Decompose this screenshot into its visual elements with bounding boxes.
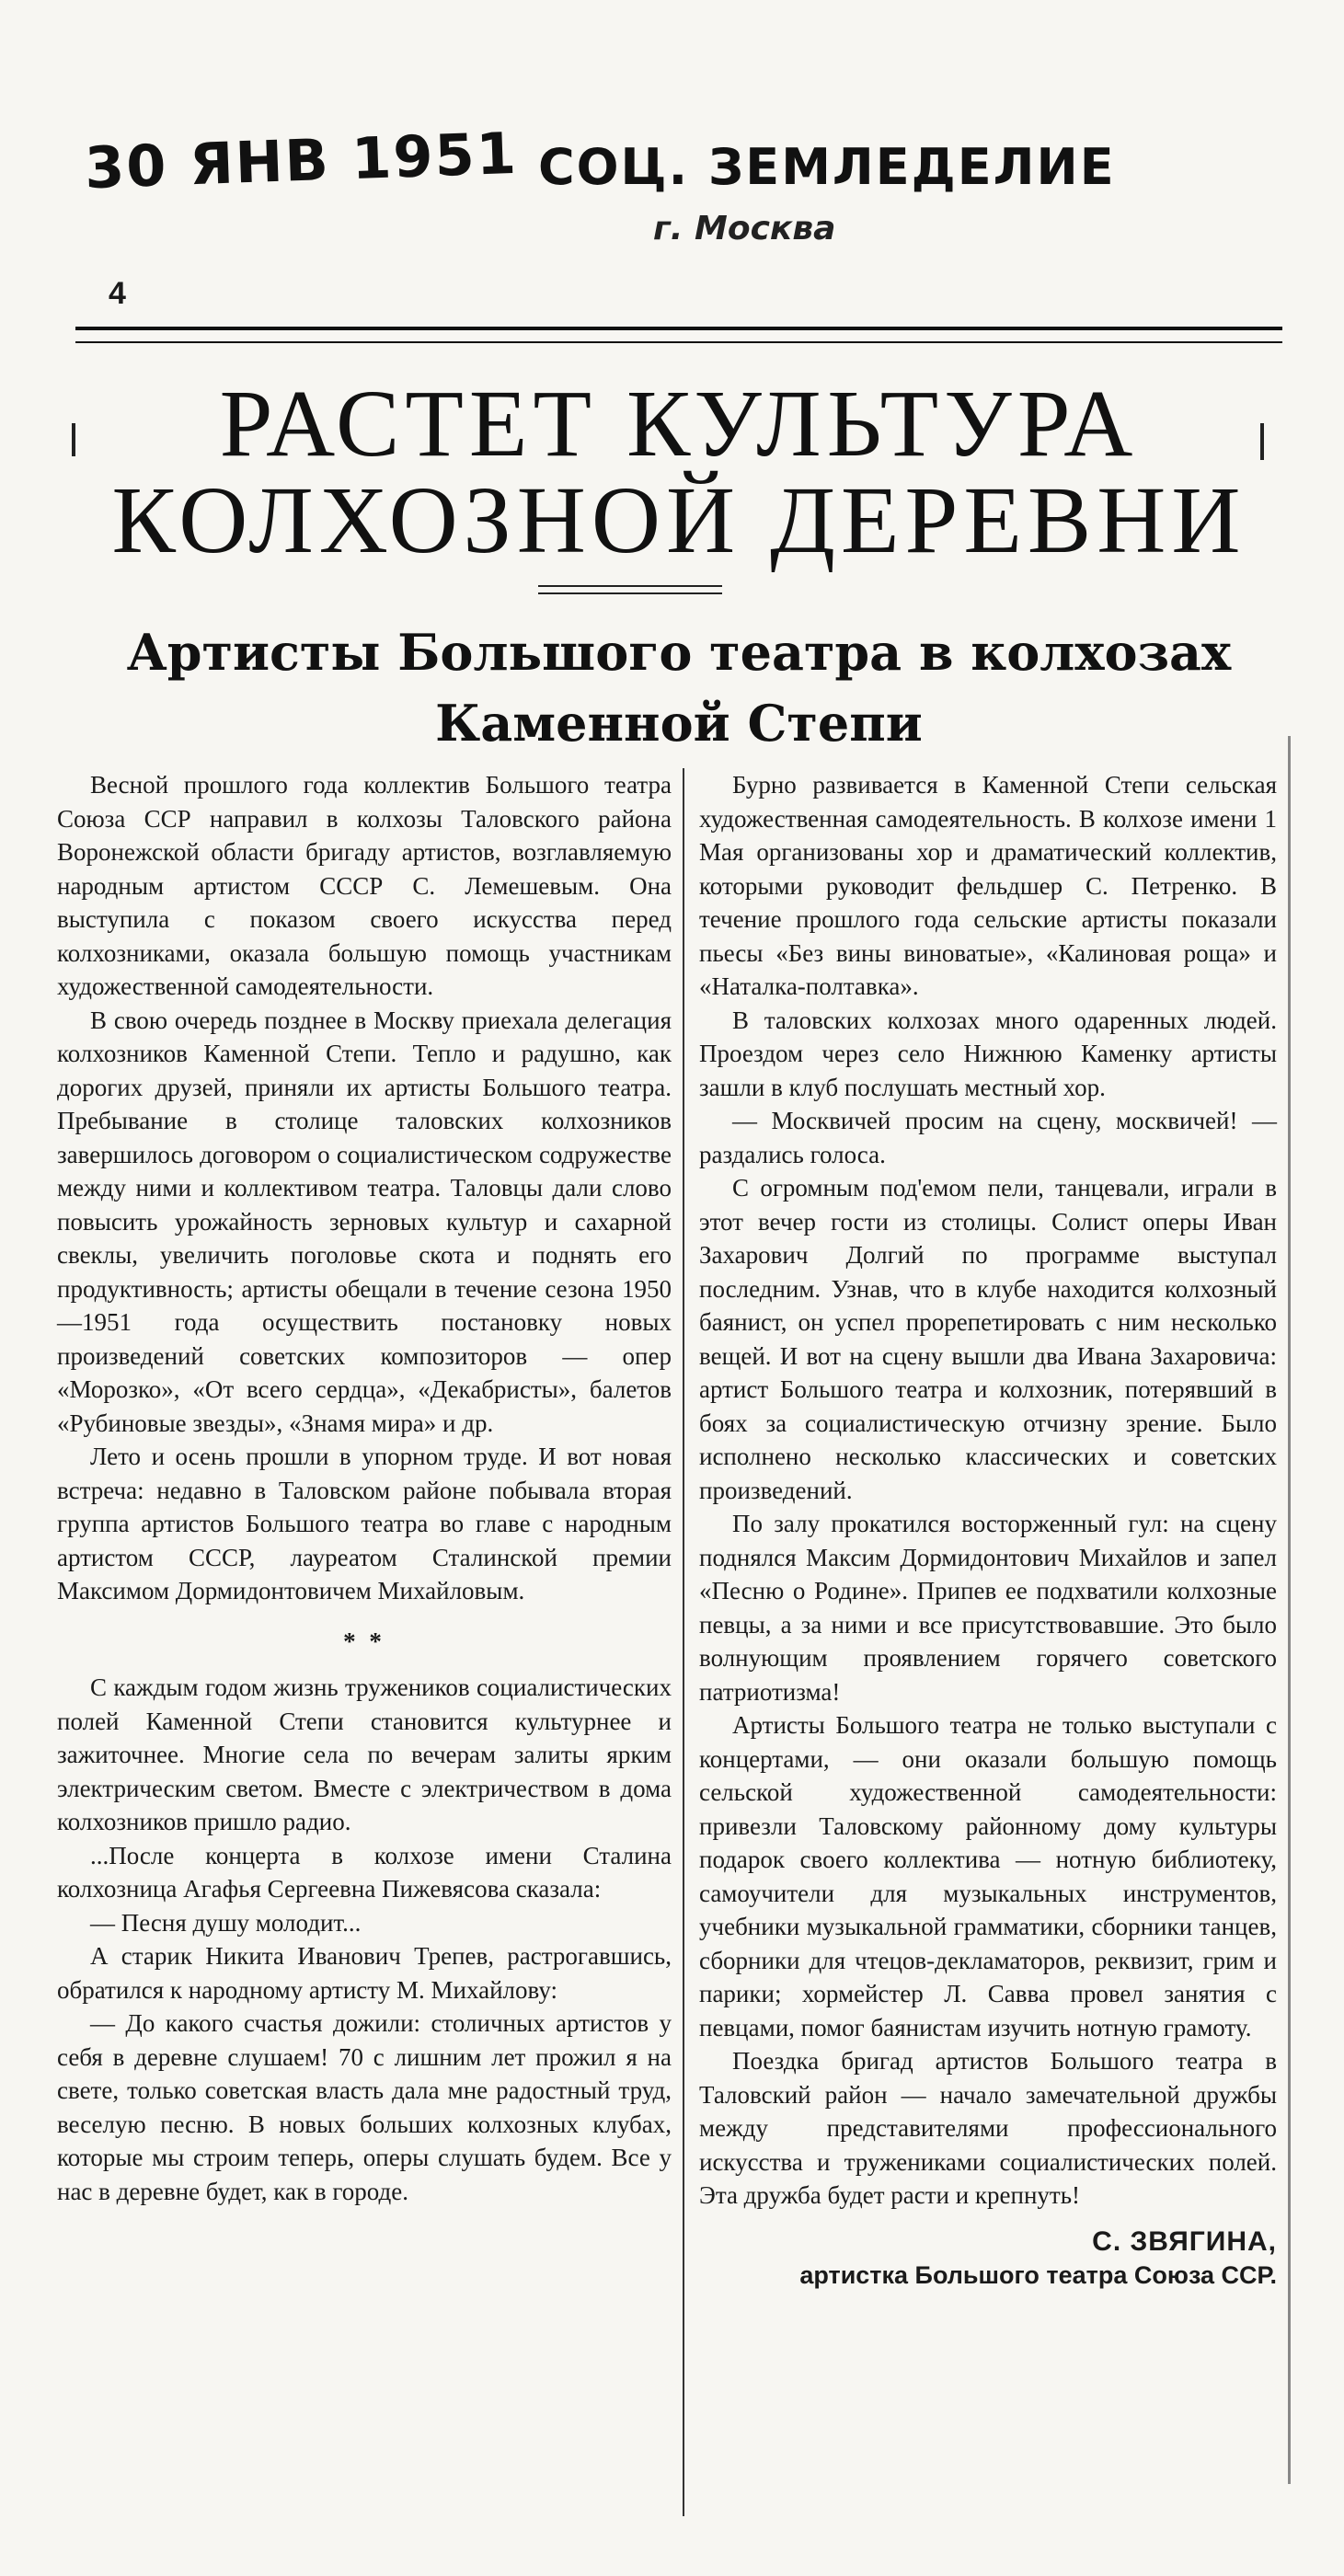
headline-line-2: КОЛХОЗНОЙ ДЕРЕВНИ xyxy=(111,467,1246,573)
headline-rule xyxy=(538,585,722,594)
edge-scan-mark xyxy=(72,423,75,456)
paragraph: По залу прокатился восторженный гул: на сцену поднялся Максим Дормидонтович Михайлов и запел «Песню о Родине». Припев ее подхватили колхозные певцы, а за ними и все присутствовавшие. Это было волнующим проявлением горячего советского патриотизма! xyxy=(699,1510,1277,1706)
paragraph: С каждым годом жизнь тружеников социалистических полей Каменной Степи становится культурнее и зажиточнее. Многие села по вечерам залиты ярким электрическим светом. Вместе с электричеством в дома колхозников пришло радио. xyxy=(57,1673,672,1835)
newspaper-name-stamp: СОЦ. ЗЕМЛЕДЕЛИЕ xyxy=(538,138,1116,196)
top-rule-divider xyxy=(75,327,1282,343)
date-stamp: 30 ЯНВ 1951 xyxy=(83,119,520,202)
paragraph: ...После концерта в колхозе имени Сталина колхозница Агафья Сергеевна Пижевясова сказала: xyxy=(57,1841,672,1903)
paragraph: Весной прошлого года коллектив Большого театра Союза ССР направил в колхозы Таловского района Воронежской области бригаду артистов, возглавляемую народным артистом СССР С. Лемешевым. Она выступила с показом своего искусства перед колхозниками, оказала большую помощь участникам художественной самодеятельности. xyxy=(57,771,672,1000)
headline-line-1: РАСТЕТ КУЛЬТУРА xyxy=(219,371,1139,477)
city-stamp: г. Москва xyxy=(653,210,836,247)
article-right-column xyxy=(699,768,1277,2293)
author-signature: С. ЗВЯГИНА, xyxy=(1092,2225,1277,2257)
edge-scan-mark xyxy=(1288,736,1291,2484)
paragraph: В таловских колхозах много одаренных людей. Проездом через село Нижнюю Каменку артисты зашли в клуб послушать местный хор. xyxy=(699,1006,1277,1101)
paragraph: А старик Никита Иванович Трепев, растрогавшись, обратился к народному артисту М. Михайлову: xyxy=(57,1942,672,2004)
article-left-column xyxy=(57,768,672,2208)
paragraph: Лето и осень прошли в упорном труде. И вот новая встреча: недавно в Таловском районе побывала вторая группа артистов Большого театра во главе с народным артистом СССР, лауреатом Сталинской премии Максимом Дормидонтовичем Михайловым. xyxy=(57,1443,672,1604)
subheadline-line-2: Каменной Степи xyxy=(435,694,923,753)
paragraph: — До какого счастья дожили: столичных артистов у себя в деревне слушаем! 70 с лишним лет прожил я на свете, только советская власть дала мне радостный труд, веселую песню. В новых больших колхозных клубах, которые мы строим теперь, оперы слушать будем. Все у нас в деревне будет, как в городе. xyxy=(57,2009,672,2205)
paragraph: С огромным под'емом пели, танцевали, играли в этот вечер гости из столицы. Солист оперы Иван Захарович Долгий по программе выступал последним. Узнав, что в клубе находится колхозный баянист, он успел прорепетировать с ним несколько вещей. И вот на сцену вышли два Ивана Захаровича: артист Большого театра и колхозник, потерявший в боях за социалистическую отчизну зрение. Было исполнено несколько классических и советских произведений. xyxy=(699,1174,1277,1504)
edge-scan-mark xyxy=(1260,423,1264,460)
section-separator: * * xyxy=(343,1627,385,1655)
paragraph: Поездка бригад артистов Большого театра в Таловский район — начало замечательной дружбы между представителями профессионального искусства и тружениками социалистических полей. Эта дружба будет расти и крепнуть! xyxy=(699,2047,1277,2209)
paragraph: — Песня душу молодит... xyxy=(90,1908,362,1937)
author-role: артистка Большого театра Союза ССР. xyxy=(799,2261,1277,2289)
paragraph: Артисты Большого театра не только выступали с концертами, — они оказали большую помощь сельской художественной самодеятельности: привезли Таловскому районному дому культуры подарок своего коллектива — нотную библиотеку, самоучители для музыкальных инструментов, учебники музыкальной грамматики, сборники танцев, сборники для чтецов-декламаторов, реквизит, грим и парики; хормейстер Л. Савва провел занятия с певцами, помог баянистам изучить нотную грамоту. xyxy=(699,1711,1277,2041)
paragraph: — Москвичей просим на сцену, москвичей! — раздались голоса. xyxy=(699,1107,1277,1168)
page-number: 4 xyxy=(109,276,126,311)
column-divider xyxy=(683,768,684,2516)
paragraph: Бурно развивается в Каменной Степи сельская художественная самодеятельность. В колхозе имени 1 Мая организованы хор и драматический коллектив, которыми руководит фельдшер С. Петренко. В течение прошлого года сельские артисты показали пьесы «Без вины виноватые», «Калиновая роща» и «Наталка-полтавка». xyxy=(699,771,1277,1000)
subheadline-line-1: Артисты Большого театра в колхозах xyxy=(126,623,1232,682)
paragraph: В свою очередь позднее в Москву приехала делегация колхозников Каменной Степи. Тепло и радушно, как дорогих друзей, приняли их артисты Большого театра. Пребывание в столице таловских колхозников завершилось договором о социалистическом содружестве между ними и коллективом театра. Таловцы дали слово повысить урожайность зерновых культур и сахарной свеклы, увеличить поголовье скота и поднять его продуктивность; артисты обещали в течение сезона 1950—1951 года осуществить постановку новых произведений советских композиторов — опер «Морозко», «От всего сердца», «Декабристы», балетов «Рубиновые звезды», «Знамя мира» и др. xyxy=(57,1006,672,1437)
